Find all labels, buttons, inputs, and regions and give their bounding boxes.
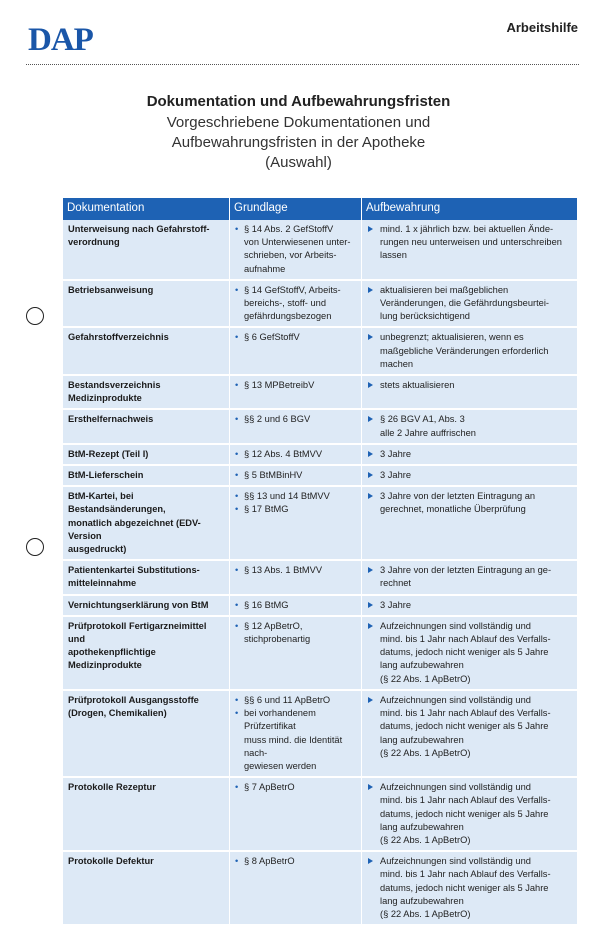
documentation-cell — [63, 852, 230, 926]
documentation-cell — [63, 561, 230, 595]
storage-arrow-item — [367, 694, 572, 760]
basis-text: • § 13 Abs. 1 BtMVV — [244, 565, 323, 576]
table-row — [63, 852, 577, 926]
storage-cell — [362, 281, 577, 329]
basis-text: • § 16 BtMG — [244, 599, 289, 610]
basis-text: • §§ 2 und 6 BGV — [244, 414, 311, 425]
storage-text: (§ 22 Abs. 1 ApBetrO) — [380, 673, 471, 684]
storage-arrow-item — [367, 469, 572, 482]
storage-text: mind. bis 1 Jahr nach Ablauf des Verfalls- — [380, 708, 551, 719]
subtitle-line: Vorgeschriebene Dokumentationen und — [166, 114, 431, 131]
storage-text: (§ 22 Abs. 1 ApBetrO) — [380, 747, 471, 758]
storage-arrow-item — [367, 490, 572, 516]
table-row — [63, 487, 577, 561]
storage-text: maßgebliche Veränderungen erforderlich — [380, 345, 549, 356]
storage-text: datums, jedoch nicht weniger als 5 Jahre — [380, 721, 549, 732]
basis-cell — [230, 596, 362, 617]
storage-text: lang aufzubewahren — [380, 734, 464, 745]
document-type-label: Arbeitshilfe — [506, 20, 578, 35]
storage-arrow-item — [367, 599, 572, 612]
basis-text: • § 17 BtMG — [244, 504, 289, 515]
documentation-cell — [63, 281, 230, 329]
documentation-cell — [63, 691, 230, 778]
table-row — [63, 466, 577, 487]
storage-text: lassen — [380, 250, 407, 261]
basis-bullet-item — [235, 490, 356, 503]
table-row — [63, 596, 577, 617]
storage-text: mind. bis 1 Jahr nach Ablauf des Verfalls- — [380, 795, 551, 806]
storage-arrow-item — [367, 223, 572, 263]
storage-text: rungen neu unterweisen und unterschreiben — [380, 237, 562, 248]
punch-hole-top — [26, 307, 44, 325]
basis-bullet-item — [235, 503, 356, 516]
storage-text: mind. bis 1 Jahr nach Ablauf des Verfalls- — [380, 634, 551, 645]
storage-arrow-item — [367, 284, 572, 324]
documentation-cell — [63, 487, 230, 561]
storage-text: datums, jedoch nicht weniger als 5 Jahre — [380, 808, 549, 819]
table-row — [63, 410, 577, 444]
basis-text: • § 12 Abs. 4 BtMVV — [244, 448, 323, 459]
page-subtitle — [120, 113, 477, 173]
basis-bullet-item — [235, 331, 356, 344]
storage-arrow-item — [367, 781, 572, 847]
basis-bullet-item — [235, 469, 356, 482]
storage-cell — [362, 445, 577, 466]
basis-cell — [230, 852, 362, 926]
table-row — [63, 281, 577, 329]
punch-hole-bottom — [26, 538, 44, 556]
column-header-basis: Grundlage — [230, 198, 362, 220]
basis-bullet-item — [235, 564, 356, 577]
table-row — [63, 561, 577, 595]
storage-text: lung berücksichtigend — [380, 311, 470, 322]
basis-cell — [230, 617, 362, 691]
basis-cell — [230, 281, 362, 329]
page-title: Dokumentation und Aufbewahrungsfristen — [146, 93, 451, 110]
documentation-cell — [63, 220, 230, 281]
column-header-documentation: Dokumentation — [63, 198, 230, 220]
storage-cell — [362, 376, 577, 410]
documentation-text: Gefahrstoffverzeichnis — [68, 332, 169, 343]
basis-cell — [230, 691, 362, 778]
dotted-divider — [26, 64, 579, 65]
basis-cell — [230, 220, 362, 281]
basis-bullet-item — [235, 620, 356, 646]
table-body — [63, 220, 577, 926]
storage-text: alle 2 Jahre auffrischen — [380, 427, 476, 438]
documentation-text: BtM-Rezept (Teil I) — [68, 448, 149, 459]
table-row — [63, 376, 577, 410]
storage-text: Aufzeichnungen sind vollständig und — [380, 782, 531, 793]
documentation-text: Medizinprodukte — [68, 393, 142, 404]
basis-cell — [230, 561, 362, 595]
storage-arrow-item — [367, 379, 572, 392]
documentation-text: Patientenkartei Substitutions- — [68, 565, 200, 576]
basis-text: • § 14 Abs. 2 GefStoffV — [244, 224, 334, 234]
basis-text: schrieben, vor Arbeits- — [244, 250, 337, 261]
basis-text: • § 5 BtMBinHV — [244, 470, 303, 481]
storage-text: 3 Jahre — [380, 599, 412, 610]
basis-text: • §§ 6 und 11 ApBetrO — [244, 694, 331, 705]
table-row — [63, 328, 577, 376]
documentation-text: Prüfprotokoll Ausgangsstoffe — [68, 694, 199, 705]
table-row — [63, 445, 577, 466]
documentation-text: Unterweisung nach Gefahrstoff- — [68, 224, 210, 234]
basis-text: muss mind. die Identität nach- — [244, 734, 343, 758]
storage-cell — [362, 410, 577, 444]
basis-bullet-item — [235, 599, 356, 612]
documentation-text: (Drogen, Chemikalien) — [68, 708, 167, 719]
storage-text: 3 Jahre — [380, 470, 412, 481]
table-row — [63, 220, 577, 281]
basis-text: • § 14 GefStoffV, Arbeits- — [244, 284, 341, 295]
basis-text: von Unterwiesenen unter- — [244, 237, 351, 248]
basis-bullet-item — [235, 694, 356, 707]
documentation-text: Protokolle Defektur — [68, 856, 154, 867]
documentation-cell — [63, 445, 230, 466]
storage-text: stets aktualisieren — [380, 380, 455, 391]
basis-bullet-item — [235, 284, 356, 324]
basis-text: gefährdungsbezogen — [244, 311, 332, 322]
subtitle-line: (Auswahl) — [265, 154, 332, 171]
basis-text: aufnahme — [244, 263, 286, 274]
storage-text: 3 Jahre von der letzten Eintragung an — [380, 491, 536, 502]
table-row — [63, 617, 577, 691]
documentation-text: verordnung — [68, 237, 120, 248]
basis-text: gewiesen werden — [244, 760, 317, 771]
storage-arrow-item — [367, 448, 572, 461]
storage-arrow-item — [367, 564, 572, 590]
basis-text: • § 6 GefStoffV — [244, 332, 300, 343]
storage-cell — [362, 852, 577, 926]
storage-text: § 26 BGV A1, Abs. 3 — [380, 414, 465, 425]
storage-text: lang aufzubewahren — [380, 660, 464, 671]
storage-text: unbegrenzt; aktualisieren, wenn es — [380, 332, 524, 343]
storage-text: gerechnet, monatliche Überprüfung — [380, 504, 526, 515]
storage-text: 3 Jahre von der letzten Eintragung an ge- — [380, 565, 552, 576]
basis-text: bereichs-, stoff- und — [244, 298, 326, 309]
documentation-text: mitteleinnahme — [68, 578, 137, 589]
basis-bullet-item — [235, 855, 356, 868]
storage-text: Aufzeichnungen sind vollständig und — [380, 620, 531, 631]
storage-arrow-item — [367, 331, 572, 371]
documentation-cell — [63, 410, 230, 444]
documentation-text: Bestandsverzeichnis — [68, 380, 161, 391]
basis-text: • § 13 MPBetreibV — [244, 380, 315, 391]
subtitle-line: Aufbewahrungsfristen in der Apotheke — [171, 134, 426, 151]
documentation-cell — [63, 376, 230, 410]
documentation-text: Prüfprotokoll Fertigarzneimittel und — [68, 620, 207, 645]
documentation-cell — [63, 778, 230, 852]
storage-cell — [362, 617, 577, 691]
basis-cell — [230, 778, 362, 852]
basis-cell — [230, 466, 362, 487]
storage-text: (§ 22 Abs. 1 ApBetrO) — [380, 834, 471, 845]
storage-text: Aufzeichnungen sind vollständig und — [380, 694, 531, 705]
documentation-text: Protokolle Rezeptur — [68, 782, 156, 793]
storage-cell — [362, 328, 577, 376]
storage-text: aktualisieren bei maßgeblichen — [380, 284, 509, 295]
storage-text: lang aufzubewahren — [380, 895, 464, 906]
basis-text: • § 7 ApBetrO — [244, 782, 295, 793]
storage-text: 3 Jahre — [380, 448, 412, 459]
basis-text: • §§ 13 und 14 BtMVV — [244, 491, 330, 502]
storage-cell — [362, 220, 577, 281]
storage-arrow-item — [367, 855, 572, 921]
documentation-cell — [63, 617, 230, 691]
storage-text: machen — [380, 358, 414, 369]
storage-text: datums, jedoch nicht weniger als 5 Jahre — [380, 882, 549, 893]
storage-arrow-item — [367, 413, 572, 439]
basis-text: stichprobenartig — [244, 634, 311, 645]
storage-text: Veränderungen, die Gefährdungsbeurtei- — [380, 298, 550, 309]
basis-cell — [230, 410, 362, 444]
table-row — [63, 778, 577, 852]
storage-cell — [362, 561, 577, 595]
basis-text: • bei vorhandenem Prüfzertifikat — [244, 708, 316, 732]
basis-text: • § 12 ApBetrO, — [244, 620, 303, 631]
documentation-cell — [63, 328, 230, 376]
storage-text: Aufzeichnungen sind vollständig und — [380, 856, 531, 867]
storage-cell — [362, 778, 577, 852]
storage-cell — [362, 466, 577, 487]
basis-cell — [230, 487, 362, 561]
storage-text: mind. bis 1 Jahr nach Ablauf des Verfalls- — [380, 869, 551, 880]
basis-cell — [230, 328, 362, 376]
storage-text: mind. 1 x jährlich bzw. bei aktuellen Ände- — [380, 224, 554, 234]
dap-logo: DAP — [28, 22, 93, 58]
basis-bullet-item — [235, 448, 356, 461]
table-row — [63, 691, 577, 778]
storage-cell — [362, 596, 577, 617]
basis-text: • § 8 ApBetrO — [244, 856, 295, 867]
basis-cell — [230, 376, 362, 410]
documentation-text: apothekenpflichtige Medizinprodukte — [68, 647, 156, 671]
documentation-text: Betriebsanweisung — [68, 284, 154, 295]
storage-arrow-item — [367, 620, 572, 686]
basis-cell — [230, 445, 362, 466]
storage-text: lang aufzubewahren — [380, 821, 464, 832]
basis-bullet-item — [235, 707, 356, 773]
storage-text: (§ 22 Abs. 1 ApBetrO) — [380, 908, 471, 919]
documentation-text: monatlich abgezeichnet (EDV-Version — [68, 517, 201, 541]
table-header-row — [63, 198, 577, 220]
basis-bullet-item — [235, 223, 356, 276]
documentation-text: Vernichtungserklärung von BtM — [68, 599, 209, 610]
basis-bullet-item — [235, 413, 356, 426]
documentation-text: ausgedruckt) — [68, 544, 127, 555]
documentation-text: BtM-Kartei, bei Bestandsänderungen, — [68, 491, 166, 515]
basis-bullet-item — [235, 781, 356, 794]
documentation-cell — [63, 596, 230, 617]
documentation-cell — [63, 466, 230, 487]
column-header-storage: Aufbewahrung — [362, 198, 577, 220]
documentation-text: BtM-Lieferschein — [68, 470, 144, 481]
basis-bullet-item — [235, 379, 356, 392]
documentation-text: Ersthelfernachweis — [68, 414, 154, 425]
storage-cell — [362, 487, 577, 561]
documentation-table — [63, 198, 577, 926]
storage-cell — [362, 691, 577, 778]
storage-text: rechnet — [380, 578, 412, 589]
storage-text: datums, jedoch nicht weniger als 5 Jahre — [380, 647, 549, 658]
